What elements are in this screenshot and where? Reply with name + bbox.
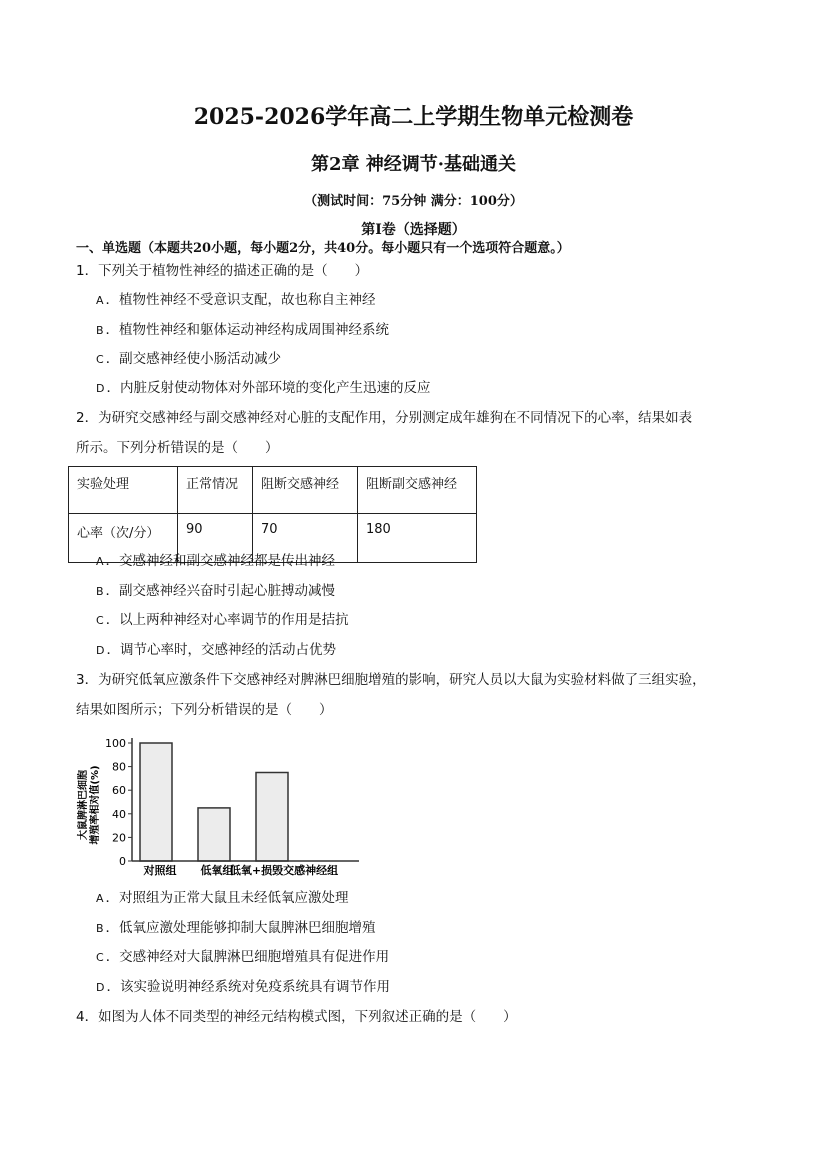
question-1-option-b: B ．植物性神经和躯体运动神经构成周围神经系统 (96, 322, 390, 338)
question-3-option-a: A ．对照组为正常大鼠且未经低氧应激处理 (96, 890, 349, 906)
y-axis-title (76, 765, 101, 844)
bar (140, 743, 172, 861)
y-tick-label: 60 (112, 784, 126, 798)
section-heading: 一、单选题（本题共20小题，每小题2分，共40分。每小题只有一个选项符合题意。） (76, 241, 570, 256)
question-3-stem-line1: 3．为研究低氧应激条件下交感神经对脾淋巴细胞增殖的影响，研究人员以大鼠为实验材料做了三组实验， (76, 672, 706, 688)
question-2-option-a: A ．交感神经和副交感神经都是传出神经 (96, 553, 336, 569)
question-3-option-b: B ．低氧应激处理能够抑制大鼠脾淋巴细胞增殖 (96, 920, 376, 936)
bar (256, 773, 288, 862)
y-axis-title-line1: 大鼠脾淋巴细胞 (78, 770, 89, 840)
y-tick-label: 20 (112, 831, 126, 845)
table-cell: 阻断副交感神经 (358, 467, 477, 514)
table-cell: 心率（次/分） (69, 514, 178, 563)
x-category-label: 对照组 (143, 864, 177, 877)
question-3-option-d: D ．该实验说明神经系统对免疫系统具有调节作用 (96, 979, 390, 995)
question-1-stem: 1．下列关于植物性神经的描述正确的是（ ） (76, 263, 369, 279)
question-3-option-c: C ．交感神经对大鼠脾淋巴细胞增殖具有促进作用 (96, 949, 390, 965)
x-axis-labels (143, 863, 339, 877)
question-1-option-a: A ．植物性神经不受意识支配，故也称自主神经 (96, 292, 376, 308)
question-1-option-c: C ．副交感神经使小肠活动减少 (96, 351, 282, 367)
table-cell: 实验处理 (69, 467, 178, 514)
table-cell: 90 (178, 514, 253, 563)
page-title: 2025-2026学年高二上学期生物单元检测卷 (193, 104, 634, 130)
y-tick-label: 100 (105, 737, 126, 750)
table-header-row (69, 467, 477, 514)
exam-info: （测试时间：75分钟 满分：100分） (304, 194, 523, 209)
question-2-stem-line2: 所示。下列分析错误的是（ ） (76, 440, 279, 456)
table-cell: 180 (358, 514, 477, 563)
question-1-option-d: D ．内脏反射使动物体对外部环境的变化产生迅速的反应 (96, 380, 431, 396)
y-axis-title-line2: 增殖率相对值(%) (90, 765, 101, 845)
chapter-subtitle: 第2章 神经调节·基础通关 (310, 154, 517, 175)
bars (140, 743, 288, 861)
question-2-option-d: D ．调节心率时，交感神经的活动占优势 (96, 642, 336, 658)
bar (198, 808, 230, 861)
question-2-option-b: B ．副交感神经兴奋时引起心脏搏动减慢 (96, 583, 336, 599)
table-cell: 70 (253, 514, 358, 563)
question-3-stem-line2: 结果如图所示；下列分析错误的是（ ） (76, 702, 333, 718)
question-2-option-c: C ．以上两种神经对心率调节的作用是拮抗 (96, 612, 349, 628)
lymphocyte-bar-chart (74, 730, 374, 880)
question-2-stem-line1: 2．为研究交感神经与副交感神经对心脏的支配作用，分别测定成年雄狗在不同情况下的心率，结果如表 (76, 410, 693, 426)
table-cell: 正常情况 (178, 467, 253, 514)
x-category-label: 低氧+损毁交感神经组 (229, 864, 339, 877)
y-tick-label: 0 (119, 855, 126, 868)
y-tick-label: 40 (112, 807, 126, 821)
question-4-stem: 4．如图为人体不同类型的神经元结构模式图，下列叙述正确的是（ ） (76, 1009, 517, 1025)
y-tick-label: 80 (112, 760, 126, 774)
x-category-label: 低氧组 (200, 864, 234, 877)
y-axis-ticks (105, 737, 132, 868)
table-cell: 阻断交感神经 (253, 467, 358, 514)
part-heading: 第I卷（选择题） (361, 222, 466, 238)
